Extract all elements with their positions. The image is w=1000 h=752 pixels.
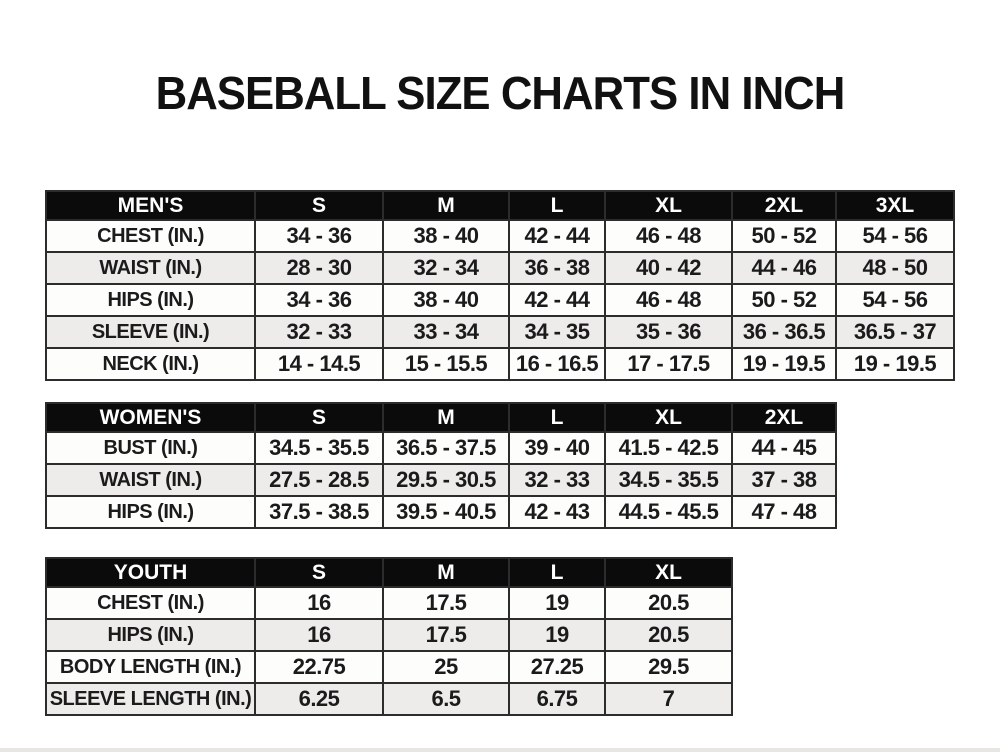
size-cell: 25 bbox=[383, 651, 509, 683]
size-cell: 33 - 34 bbox=[383, 316, 509, 348]
size-cell: 37.5 - 38.5 bbox=[255, 496, 383, 528]
size-cell: 37 - 38 bbox=[732, 464, 836, 496]
size-cell: 17.5 bbox=[383, 619, 509, 651]
size-cell: 36.5 - 37.5 bbox=[383, 432, 509, 464]
mens-table-title: MEN'S bbox=[46, 191, 255, 220]
size-cell: 16 bbox=[255, 619, 383, 651]
size-cell: 35 - 36 bbox=[605, 316, 732, 348]
size-cell: 16 - 16.5 bbox=[509, 348, 605, 380]
size-cell: 29.5 - 30.5 bbox=[383, 464, 509, 496]
size-cell: 28 - 30 bbox=[255, 252, 383, 284]
youth-size-table bbox=[45, 557, 733, 716]
size-cell: 7 bbox=[605, 683, 732, 715]
size-cell: 19 - 19.5 bbox=[732, 348, 836, 380]
size-cell: 39.5 - 40.5 bbox=[383, 496, 509, 528]
row-label: NECK (IN.) bbox=[46, 348, 255, 380]
row-label: CHEST (IN.) bbox=[46, 220, 255, 252]
size-cell: 20.5 bbox=[605, 587, 732, 619]
womens-col-s: S bbox=[255, 403, 383, 432]
youth-col-m: M bbox=[383, 558, 509, 587]
size-cell: 54 - 56 bbox=[836, 284, 954, 316]
womens-col-m: M bbox=[383, 403, 509, 432]
size-cell: 42 - 43 bbox=[509, 496, 605, 528]
size-cell: 44 - 46 bbox=[732, 252, 836, 284]
size-cell: 44 - 45 bbox=[732, 432, 836, 464]
mens-header-row bbox=[46, 191, 954, 220]
size-cell: 34 - 36 bbox=[255, 220, 383, 252]
size-cell: 6.75 bbox=[509, 683, 605, 715]
mens-col-3xl: 3XL bbox=[836, 191, 954, 220]
size-cell: 36 - 36.5 bbox=[732, 316, 836, 348]
size-cell: 36.5 - 37 bbox=[836, 316, 954, 348]
mens-col-xl: XL bbox=[605, 191, 732, 220]
womens-header-row bbox=[46, 403, 836, 432]
size-cell: 20.5 bbox=[605, 619, 732, 651]
size-cell: 27.25 bbox=[509, 651, 605, 683]
size-cell: 17 - 17.5 bbox=[605, 348, 732, 380]
size-cell: 50 - 52 bbox=[732, 220, 836, 252]
youth-col-s: S bbox=[255, 558, 383, 587]
mens-col-2xl: 2XL bbox=[732, 191, 836, 220]
row-label: CHEST (IN.) bbox=[46, 587, 255, 619]
scan-edge-strip bbox=[0, 748, 1000, 752]
youth-row-hips bbox=[46, 619, 732, 651]
size-cell: 34.5 - 35.5 bbox=[255, 432, 383, 464]
mens-row-hips bbox=[46, 284, 954, 316]
size-cell: 32 - 33 bbox=[255, 316, 383, 348]
youth-header-row bbox=[46, 558, 732, 587]
mens-row-chest bbox=[46, 220, 954, 252]
size-cell: 36 - 38 bbox=[509, 252, 605, 284]
size-cell: 54 - 56 bbox=[836, 220, 954, 252]
womens-col-xl: XL bbox=[605, 403, 732, 432]
size-cell: 34.5 - 35.5 bbox=[605, 464, 732, 496]
womens-row-hips bbox=[46, 496, 836, 528]
size-cell: 6.5 bbox=[383, 683, 509, 715]
mens-size-table bbox=[45, 190, 955, 381]
womens-table-title: WOMEN'S bbox=[46, 403, 255, 432]
row-label: SLEEVE (IN.) bbox=[46, 316, 255, 348]
row-label: BODY LENGTH (IN.) bbox=[46, 651, 255, 683]
size-cell: 46 - 48 bbox=[605, 220, 732, 252]
size-cell: 6.25 bbox=[255, 683, 383, 715]
womens-col-l: L bbox=[509, 403, 605, 432]
size-cell: 44.5 - 45.5 bbox=[605, 496, 732, 528]
size-cell: 38 - 40 bbox=[383, 220, 509, 252]
size-cell: 17.5 bbox=[383, 587, 509, 619]
page-title: BASEBALL SIZE CHARTS IN INCH bbox=[155, 67, 845, 119]
size-cell: 50 - 52 bbox=[732, 284, 836, 316]
row-label: HIPS (IN.) bbox=[46, 496, 255, 528]
size-cell: 38 - 40 bbox=[383, 284, 509, 316]
size-cell: 14 - 14.5 bbox=[255, 348, 383, 380]
mens-row-sleeve bbox=[46, 316, 954, 348]
mens-col-s: S bbox=[255, 191, 383, 220]
size-cell: 39 - 40 bbox=[509, 432, 605, 464]
size-cell: 15 - 15.5 bbox=[383, 348, 509, 380]
row-label: WAIST (IN.) bbox=[46, 252, 255, 284]
size-cell: 34 - 35 bbox=[509, 316, 605, 348]
womens-size-table bbox=[45, 402, 837, 529]
size-cell: 42 - 44 bbox=[509, 284, 605, 316]
youth-row-chest bbox=[46, 587, 732, 619]
mens-row-waist bbox=[46, 252, 954, 284]
mens-col-l: L bbox=[509, 191, 605, 220]
size-cell: 27.5 - 28.5 bbox=[255, 464, 383, 496]
size-cell: 40 - 42 bbox=[605, 252, 732, 284]
youth-col-l: L bbox=[509, 558, 605, 587]
mens-row-neck bbox=[46, 348, 954, 380]
youth-table-title: YOUTH bbox=[46, 558, 255, 587]
size-cell: 29.5 bbox=[605, 651, 732, 683]
size-cell: 19 - 19.5 bbox=[836, 348, 954, 380]
size-cell: 19 bbox=[509, 619, 605, 651]
womens-row-waist bbox=[46, 464, 836, 496]
size-cell: 34 - 36 bbox=[255, 284, 383, 316]
size-cell: 42 - 44 bbox=[509, 220, 605, 252]
row-label: SLEEVE LENGTH (IN.) bbox=[46, 683, 255, 715]
size-cell: 48 - 50 bbox=[836, 252, 954, 284]
size-cell: 47 - 48 bbox=[732, 496, 836, 528]
womens-col-2xl: 2XL bbox=[732, 403, 836, 432]
row-label: HIPS (IN.) bbox=[46, 619, 255, 651]
size-cell: 19 bbox=[509, 587, 605, 619]
size-cell: 32 - 34 bbox=[383, 252, 509, 284]
size-cell: 32 - 33 bbox=[509, 464, 605, 496]
womens-row-bust bbox=[46, 432, 836, 464]
row-label: HIPS (IN.) bbox=[46, 284, 255, 316]
size-cell: 41.5 - 42.5 bbox=[605, 432, 732, 464]
size-cell: 46 - 48 bbox=[605, 284, 732, 316]
youth-row-body-length bbox=[46, 651, 732, 683]
row-label: WAIST (IN.) bbox=[46, 464, 255, 496]
size-cell: 22.75 bbox=[255, 651, 383, 683]
mens-col-m: M bbox=[383, 191, 509, 220]
row-label: BUST (IN.) bbox=[46, 432, 255, 464]
youth-col-xl: XL bbox=[605, 558, 732, 587]
size-cell: 16 bbox=[255, 587, 383, 619]
youth-row-sleeve-length bbox=[46, 683, 732, 715]
